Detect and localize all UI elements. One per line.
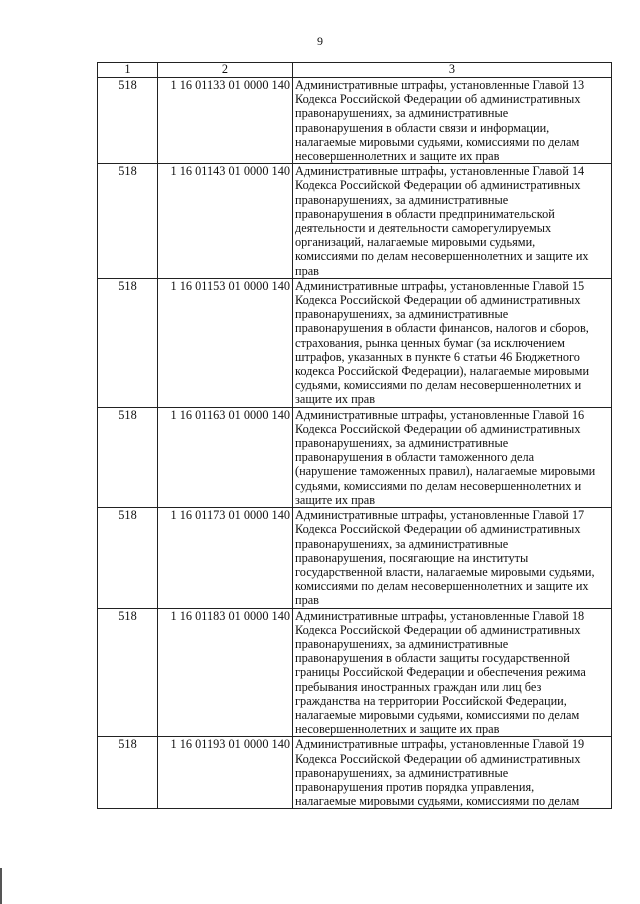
description-line: Кодекса Российской Федерации об административных	[295, 178, 581, 193]
description-line: правонарушения в области защиты государственной	[295, 651, 570, 666]
description-line: правонарушениях, за административные	[295, 765, 509, 780]
description-cell	[293, 164, 612, 279]
description-line: Кодекса Российской Федерации об административных	[295, 293, 581, 308]
description-line: судьями, комиссиями по делам несовершеннолетних и	[295, 478, 582, 493]
description-line: Кодекса Российской Федерации об административных	[295, 421, 581, 436]
table-body	[98, 78, 612, 809]
description-line: Административные штрафы, установленные Главой 15	[295, 278, 585, 293]
admin-code-cell: 518	[98, 278, 158, 407]
description-line: правонарушениях, за административные	[295, 106, 509, 121]
description-line: правонарушения, посягающие на институты	[295, 550, 529, 565]
table-row	[98, 164, 612, 279]
table-row	[98, 407, 612, 507]
table-row	[98, 278, 612, 407]
description-line: правонарушения в области предпринимательской	[295, 206, 555, 221]
table-header-row	[98, 63, 612, 78]
description-line: правонарушения в области связи и информации,	[295, 120, 550, 135]
table-row	[98, 508, 612, 608]
description-line: налагаемые мировыми судьями, комиссиями по делам	[295, 794, 580, 809]
description-line: (нарушение таможенных правил), налагаемые мировыми	[295, 464, 596, 479]
description-line: границы Российской Федерации и обеспечения режима	[295, 665, 586, 680]
table-row	[98, 608, 612, 737]
description-line: прав	[295, 593, 319, 608]
description-line: Административные штрафы, установленные Главой 18	[295, 608, 585, 623]
column-header-3: 3	[293, 63, 612, 78]
description-line: судьями, комиссиями по делам несовершеннолетних и	[295, 378, 582, 393]
description-line: пребывания иностранных граждан или лиц без	[295, 679, 542, 694]
budget-code-cell: 1 16 01163 01 0000 140	[158, 407, 293, 507]
description-line: правонарушениях, за административные	[295, 192, 509, 207]
budget-code-cell: 1 16 01133 01 0000 140	[158, 78, 293, 164]
budget-code-cell: 1 16 01173 01 0000 140	[158, 508, 293, 608]
description-line: правонарушения против порядка управления,	[295, 779, 535, 794]
description-line: правонарушениях, за административные	[295, 436, 509, 451]
description-cell	[293, 608, 612, 737]
budget-code-cell: 1 16 01193 01 0000 140	[158, 737, 293, 809]
description-line: государственной власти, налагаемые мировыми судьями,	[295, 564, 595, 579]
admin-code-cell: 518	[98, 508, 158, 608]
table-row	[98, 737, 612, 809]
description-line: Кодекса Российской Федерации об административных	[295, 622, 581, 637]
table-row	[98, 78, 612, 164]
budget-code-cell: 1 16 01183 01 0000 140	[158, 608, 293, 737]
admin-code-cell: 518	[98, 78, 158, 164]
description-line: несовершеннолетних и защите их прав	[295, 722, 500, 737]
column-header-2: 2	[158, 63, 293, 78]
description-line: Административные штрафы, установленные Главой 16	[295, 407, 585, 422]
description-line: гражданства на территории Российской Федерации,	[295, 693, 567, 708]
admin-code-cell: 518	[98, 608, 158, 737]
admin-code-cell: 518	[98, 737, 158, 809]
column-header-1: 1	[98, 63, 158, 78]
description-line: прав	[295, 263, 319, 278]
description-cell	[293, 508, 612, 608]
description-cell	[293, 737, 612, 809]
description-line: правонарушения в области таможенного дела	[295, 450, 535, 465]
description-line: Кодекса Российской Федерации об административных	[295, 522, 581, 537]
description-cell	[293, 278, 612, 407]
description-line: защите их прав	[295, 392, 376, 407]
description-line: деятельности и деятельности саморегулируемых	[295, 221, 552, 236]
description-cell	[293, 78, 612, 164]
scan-edge-mark	[0, 868, 8, 904]
budget-code-cell: 1 16 01153 01 0000 140	[158, 278, 293, 407]
description-line: комиссиями по делам несовершеннолетних и защите их	[295, 249, 589, 264]
description-line: защите их прав	[295, 492, 376, 507]
description-line: Административные штрафы, установленные Главой 13	[295, 78, 585, 92]
description-line: Кодекса Российской Федерации об административных	[295, 751, 581, 766]
description-line: правонарушениях, за административные	[295, 536, 509, 551]
budget-codes-table	[97, 62, 612, 809]
description-line: Административные штрафы, установленные Главой 19	[295, 737, 585, 752]
description-line: несовершеннолетних и защите их прав	[295, 149, 500, 164]
description-line: штрафов, указанных в пункте 6 статьи 46 Бюджетного	[295, 349, 580, 364]
description-line: страхования, рынка ценных бумаг (за исключением	[295, 335, 565, 350]
description-line: налагаемые мировыми судьями, комиссиями по делам	[295, 134, 580, 149]
description-line: правонарушениях, за административные	[295, 307, 509, 322]
page-number: 9	[317, 34, 323, 48]
description-line: Административные штрафы, установленные Главой 17	[295, 508, 585, 523]
description-line: правонарушениях, за административные	[295, 636, 509, 651]
description-line: налагаемые мировыми судьями, комиссиями по делам	[295, 707, 580, 722]
description-cell	[293, 407, 612, 507]
description-line: правонарушения в области финансов, налогов и сборов,	[295, 321, 589, 336]
admin-code-cell: 518	[98, 407, 158, 507]
description-line: комиссиями по делам несовершеннолетних и защите их	[295, 579, 589, 594]
description-line: организаций, налагаемые мировыми судьями,	[295, 235, 536, 250]
description-line: кодекса Российской Федерации), налагаемые мировыми	[295, 364, 590, 379]
budget-code-cell: 1 16 01143 01 0000 140	[158, 164, 293, 279]
admin-code-cell: 518	[98, 164, 158, 279]
description-line: Кодекса Российской Федерации об административных	[295, 92, 581, 107]
description-line: Административные штрафы, установленные Главой 14	[295, 164, 585, 179]
